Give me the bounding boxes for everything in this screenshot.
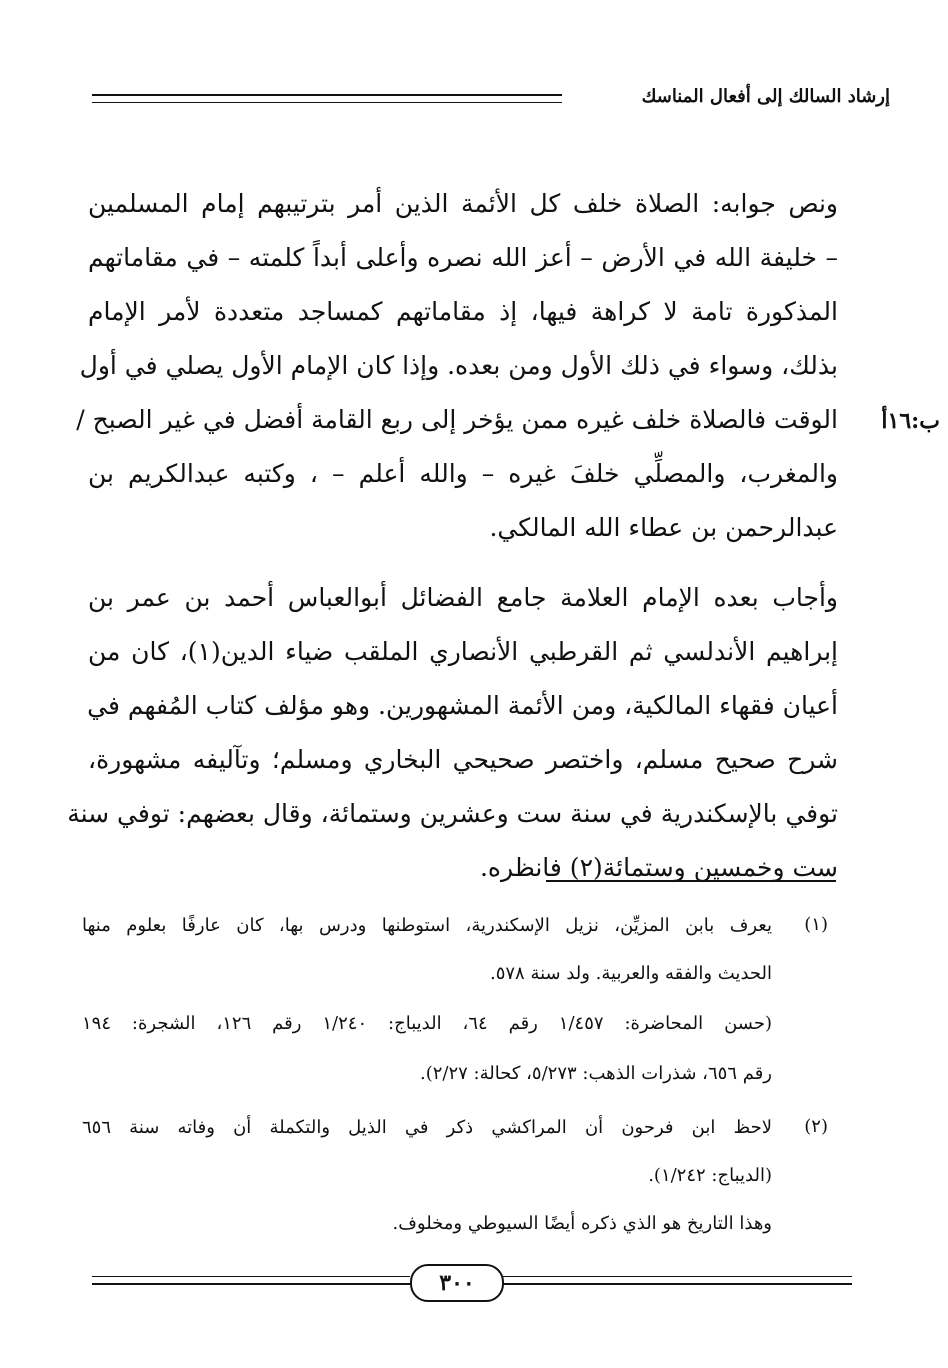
footer-rule-left [92, 1276, 410, 1285]
body-line: الوقت فالصلاة خلف غيره ممن يؤخر إلى ربع القامة أفضل في غير الصبح / [76, 405, 838, 434]
footnote-line: لاحظ ابن فرحون أن المراكشي ذكر في الذيل والتكملة أن وفاته سنة ٦٥٦ [82, 1117, 772, 1138]
body-line: المذكورة تامة لا كراهة فيها، إذ مقاماتهم كمساجد متعددة لأمر الإمام [88, 297, 838, 326]
body-line: ونص جوابه: الصلاة خلف كل الأئمة الذين أمر بترتيبهم إمام المسلمين [88, 189, 838, 218]
footnote-line: (الديباج: ١/٢٤٢). [648, 1165, 772, 1186]
running-header-title: إرشاد السالك إلى أفعال المناسك [641, 86, 890, 107]
body-line: ست وخمسين وستمائة(٢) فانظره. [479, 853, 838, 882]
footnote-line: الحديث والفقه والعربية. ولد سنة ٥٧٨. [489, 963, 772, 984]
body-line: بذلك، وسواء في ذلك الأول ومن بعده. وإذا كان الإمام الأول يصلي في أول [79, 351, 838, 380]
footer-rule-right [500, 1276, 852, 1285]
header-rule [92, 94, 562, 103]
footnote-number: (٢) [804, 1116, 828, 1137]
body-line: وأجاب بعده الإمام العلامة جامع الفضائل أبوالعباس أحمد بن عمر بن [88, 583, 838, 612]
body-line: – خليفة الله في الأرض – أعز الله نصره وأعلى أبداً كلمته – في مقاماتهم [88, 243, 838, 272]
page-number: ٣٠٠ [410, 1264, 504, 1302]
body-line: أعيان فقهاء المالكية، ومن الأئمة المشهورين. وهو مؤلف كتاب المُفهم في [87, 691, 838, 720]
footnote-line: (حسن المحاضرة: ١/٤٥٧ رقم ٦٤، الديباج: ١/٢٤٠ رقم ١٢٦، الشجرة: ١٩٤ [82, 1013, 772, 1034]
manuscript-folio-note: ب:١٦أ [881, 408, 940, 434]
footnote-line: رقم ٦٥٦، شذرات الذهب: ٥/٢٧٣، كحالة: ٢/٢٧). [419, 1063, 772, 1084]
footnote-line: وهذا التاريخ هو الذي ذكره أيضًا السيوطي ومخلوف. [392, 1213, 772, 1234]
footnote-separator [546, 880, 836, 882]
body-line: توفي بالإسكندرية في سنة ست وعشرين وستمائة، وقال بعضهم: توفي سنة [67, 799, 838, 828]
footnote-number: (١) [804, 914, 828, 935]
body-line: والمغرب، والمصلِّي خلفَ غيره – والله أعلم – ، وكتبه عبدالكريم بن [88, 459, 838, 488]
body-line: شرح صحيح مسلم، واختصر صحيحي البخاري ومسلم؛ وتآليفه مشهورة، [88, 745, 838, 774]
body-line: إبراهيم الأندلسي ثم القرطبي الأنصاري الملقب ضياء الدين(١)، كان من [88, 637, 838, 666]
footnote-line: يعرف بابن المزيِّن، نزيل الإسكندرية، استوطنها ودرس بها، كان عارفًا بعلوم منها [82, 915, 772, 936]
body-line: عبدالرحمن بن عطاء الله المالكي. [489, 513, 838, 542]
